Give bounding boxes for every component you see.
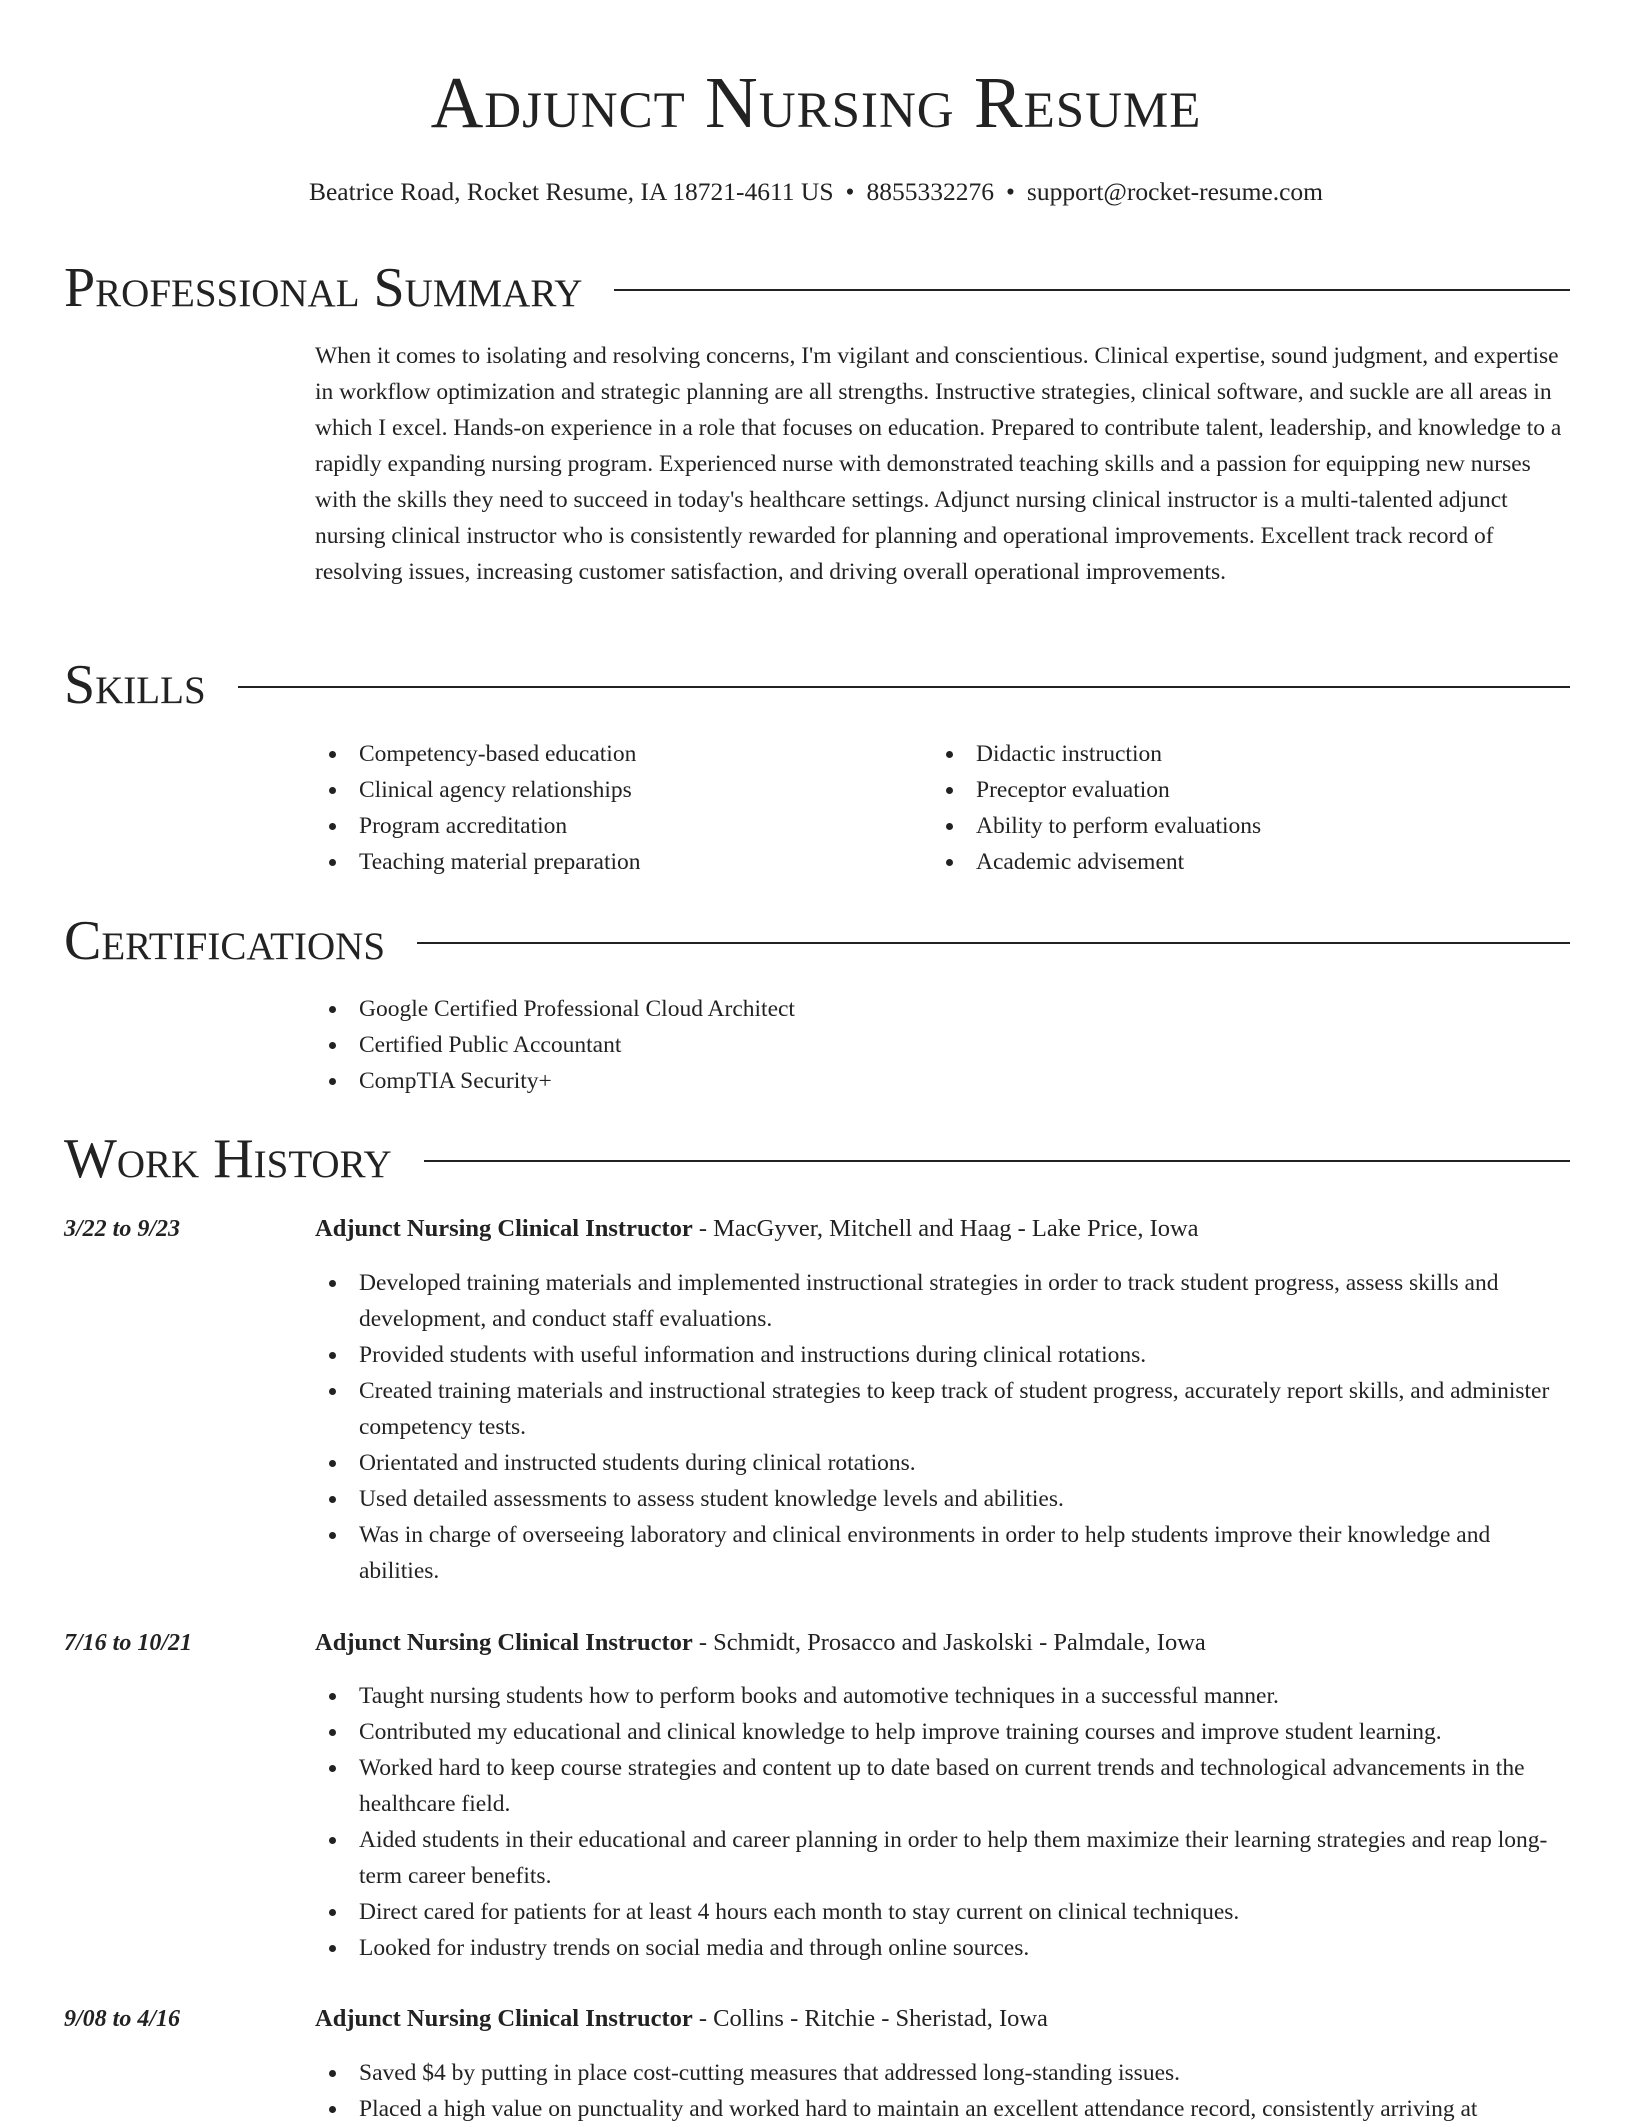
- summary-section-header: [64, 256, 1570, 320]
- job-dates: 7/16 to 10/21: [64, 1630, 193, 1656]
- job-bullet: Was in charge of overseeing laboratory and clinical environments in order to help students improve their knowledge and abilities.: [315, 1517, 1570, 1589]
- job-bullet: Contributed my educational and clinical knowledge to help improve training courses and improve student learning.: [315, 1714, 1570, 1750]
- skill-item: Didactic instruction: [932, 736, 1552, 772]
- job-bullets: [315, 1678, 1570, 1966]
- skill-item: Teaching material preparation: [315, 844, 915, 880]
- job-heading: [315, 1625, 1570, 1661]
- job-title: Adjunct Nursing Clinical Instructor: [315, 1215, 693, 1242]
- job-bullet: Placed a high value on punctuality and worked hard to maintain an excellent attendance record, consistently arriving at: [315, 2091, 1570, 2127]
- skills-section-header: [64, 653, 1570, 717]
- certification-item: Google Certified Professional Cloud Architect: [315, 991, 1570, 1027]
- contact-email: support@rocket-resume.com: [1026, 177, 1324, 206]
- job-bullet: Orientated and instructed students during clinical rotations.: [315, 1445, 1570, 1481]
- job-bullets: [315, 2055, 1570, 2127]
- section-divider: [424, 1160, 1570, 1162]
- job-bullet: Worked hard to keep course strategies and content up to date based on current trends and technological advancements in the healthcare field.: [315, 1750, 1570, 1822]
- job-bullet: Direct cared for patients for at least 4 hours each month to stay current on clinical techniques.: [315, 1894, 1570, 1930]
- certification-item: CompTIA Security+: [315, 1063, 1570, 1099]
- contact-separator: •: [845, 177, 855, 206]
- job-bullet: Created training materials and instructional strategies to keep track of student progress, accurately report skills, and administer competency tests.: [315, 1373, 1570, 1445]
- section-divider: [417, 942, 1570, 944]
- work-history-heading: Work History: [64, 1128, 392, 1190]
- job-bullet: Provided students with useful information and instructions during clinical rotations.: [315, 1337, 1570, 1373]
- summary-text: When it comes to isolating and resolving concerns, I'm vigilant and conscientious. Clinical expertise, sound judgment, and expertise in workflow optimization and strategic planning are all strengths. Instructive strategies, clinical software, and suckle are all areas in which I excel. Hands-on experience in a role that focuses on education. Prepared to contribute talent, leadership, and knowledge to a rapidly expanding nursing program. Experienced nurse with demonstrated teaching skills and a passion for equipping new nurses with the skills they need to succeed in today's healthcare settings. Adjunct nursing clinical instructor is a multi-talented adjunct nursing clinical instructor who is consistently rewarded for planning and operational improvements. Excellent track record of resolving issues, increasing customer satisfaction, and driving overall operational improvements.: [315, 343, 1562, 585]
- certification-item: Certified Public Accountant: [315, 1027, 1570, 1063]
- contact-line: [0, 174, 1632, 210]
- work-history-section-header: [64, 1127, 1570, 1191]
- resume-title: Adjunct Nursing Resume: [430, 62, 1202, 143]
- contact-phone: 8855332276: [866, 177, 994, 206]
- contact-address: Beatrice Road, Rocket Resume, IA 18721-4611 US: [308, 177, 834, 206]
- job-bullet: Aided students in their educational and career planning in order to help them maximize their learning strategies and reap long-term career benefits.: [315, 1822, 1570, 1894]
- certifications-heading: Certifications: [64, 910, 386, 972]
- job-dates: 3/22 to 9/23: [64, 1216, 181, 1242]
- certifications-list: [315, 991, 1570, 1099]
- skill-item: Ability to perform evaluations: [932, 808, 1552, 844]
- job-employer: - Collins - Ritchie - Sheristad, Iowa: [692, 2005, 1048, 2032]
- skill-item: Preceptor evaluation: [932, 772, 1552, 808]
- skill-item: Competency-based education: [315, 736, 915, 772]
- skills-list-left: [315, 736, 915, 880]
- summary-heading: Professional Summary: [64, 257, 583, 319]
- job-title: Adjunct Nursing Clinical Instructor: [315, 1629, 693, 1656]
- job-employer: - Schmidt, Prosacco and Jaskolski - Palmdale, Iowa: [692, 1629, 1206, 1656]
- job-title: Adjunct Nursing Clinical Instructor: [315, 2005, 693, 2032]
- job-bullet: Used detailed assessments to assess student knowledge levels and abilities.: [315, 1481, 1570, 1517]
- section-divider: [614, 289, 1570, 291]
- skills-heading: Skills: [64, 654, 206, 716]
- certifications-section-header: [64, 909, 1570, 973]
- job-dates: 9/08 to 4/16: [64, 2006, 181, 2032]
- job-employer: - MacGyver, Mitchell and Haag - Lake Price, Iowa: [692, 1215, 1199, 1242]
- job-bullet: Looked for industry trends on social media and through online sources.: [315, 1930, 1570, 1966]
- job-bullet: Developed training materials and implemented instructional strategies in order to track student progress, assess skills and development, and conduct staff evaluations.: [315, 1265, 1570, 1337]
- contact-separator: •: [1005, 177, 1015, 206]
- skill-item: Academic advisement: [932, 844, 1552, 880]
- job-heading: [315, 2001, 1570, 2037]
- job-heading: [315, 1211, 1570, 1247]
- skills-list-right: [932, 736, 1552, 880]
- job-bullet: Saved $4 by putting in place cost-cutting measures that addressed long-standing issues.: [315, 2055, 1570, 2091]
- skill-item: Clinical agency relationships: [315, 772, 915, 808]
- job-bullets: [315, 1265, 1570, 1589]
- job-bullet: Taught nursing students how to perform books and automotive techniques in a successful manner.: [315, 1678, 1570, 1714]
- skill-item: Program accreditation: [315, 808, 915, 844]
- section-divider: [238, 686, 1570, 688]
